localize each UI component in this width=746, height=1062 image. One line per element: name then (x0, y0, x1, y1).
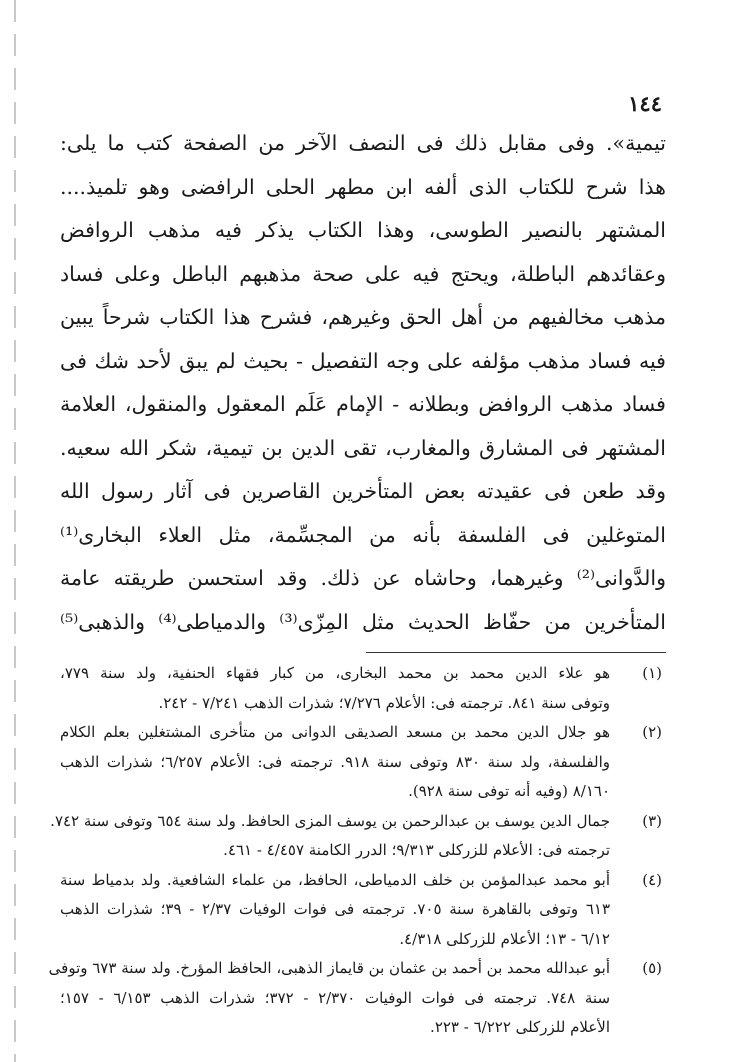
footnote-line: ٦/١٢ - ١٣؛ الأعلام للزركلى ٤/٣١٨. (399, 929, 610, 948)
body-line: المتوغلين فى الفلسفة بأنه من المجسِّمة، مثل العلاء البخارى⁽¹⁾ (60, 522, 666, 547)
footnote-4 (60, 866, 666, 955)
footnote-5 (48, 954, 666, 1043)
body-line: مذهب مخالفيهم من أهل الحق وغيرهم، فشرح هذا الكتاب شرحاً يبين (60, 305, 666, 329)
scan-binding-edge (14, 0, 16, 1062)
footnote-line: والفلسفة، ولد سنة ٨٣٠ وتوفى سنة ٩١٨. ترجمته فى: الأعلام ٦/٢٥٧؛ شذرات الذهب (60, 752, 611, 771)
footnote-number: (٢) (642, 723, 662, 741)
footnote-line: هو علاء الدين محمد بن محمد البخارى، من كبار فقهاء الحنفية، ولد سنة ٧٧٩، (60, 664, 610, 682)
body-text (60, 122, 666, 644)
footnote-number: (٣) (642, 811, 662, 830)
body-line: فساد مذهب الروافض وبطلانه - الإمام عَلَم المعقول والمنقول، العلامة (60, 392, 666, 416)
footnote-line: جمال الدين يوسف بن عبدالرحمن بن يوسف المزى الحافظ. ولد سنة ٦٥٤ وتوفى سنة ٧٤٢. (50, 811, 610, 830)
body-line: وقد طعن فى عقيدته بعض المتأخرين القاصرين فى آثار رسول الله (60, 479, 666, 503)
footnote-line: أبو عبدالله محمد بن أحمد بن عثمان بن قايماز الذهبى، الحافظ المؤرخ. ولد سنة ٦٧٣ وتوفى (48, 959, 610, 977)
footnote-number: (١) (642, 664, 662, 682)
footnote-3 (50, 807, 666, 866)
body-line: هذا شرح للكتاب الذى ألفه ابن مطهر الحلى الرافضى وهو تلميذ.... (60, 174, 666, 199)
footnote-line: وتوفى سنة ٨٤١. ترجمته فى: الأعلام ٧/٢٧٦؛ شذرات الذهب ٧/٢٤١ - ٢٤٢. (158, 693, 610, 712)
page-number: ١٤٤ (628, 91, 662, 116)
footnote-separator (366, 652, 666, 653)
body-line: تيمية». وفى مقابل ذلك فى النصف الآخر من الصفحة كتب ما يلى: (60, 131, 666, 155)
footnote-line: الأعلام للزركلى ٦/٢٢٢ - ٢٢٣. (430, 1018, 610, 1036)
footnote-line: ٨/١٦٠ (وفيه أنه توفى سنة ٩٢٨). (408, 782, 610, 800)
footnote-line: سنة ٧٤٨. ترجمته فى فوات الوفيات ٢/٣٧٠ - ٣٧٢؛ شذرات الذهب ٦/١٥٣ - ١٥٧؛ (60, 988, 611, 1007)
footnote-number: (٤) (642, 870, 662, 889)
footnote-1 (60, 659, 666, 718)
body-line: المشتهر بالنصير الطوسى، وهذا الكتاب يذكر فيه مذهب الروافض (60, 218, 666, 242)
footnote-line: ترجمته فى: الأعلام للزركلى ٩/٣١٣؛ الدرر الكامنة ٤/٤٥٧ - ٤٦١. (223, 841, 610, 859)
footnote-line: ٦١٣ وتوفى بالقاهرة سنة ٧٠٥. ترجمته فى فوات الوفيات ٢/٣٧ - ٣٩؛ شذرات الذهب (60, 900, 611, 918)
footnote-2 (60, 718, 666, 807)
footnotes (48, 659, 666, 1043)
footnote-line: هو جلال الدين محمد بن مسعد الصديقى الدوانى من متأخرى المشتغلين بعلم الكلام (60, 723, 610, 741)
footnote-line: أبو محمد عبدالمؤمن بن خلف الدمياطى، الحافظ، من علماء الشافعية. ولد بدمياط سنة (60, 870, 610, 889)
body-line: المتأخرين من حفّاظ الحديث مثل المِزّى⁽³⁾ والدمياطى⁽⁴⁾ والذهبى⁽⁵⁾ (60, 609, 666, 634)
body-line: فيه فساد مذهب مؤلفه على وجه التفصيل - بحيث لم يبق لأحد شك فى (60, 348, 666, 373)
body-line: المشتهر فى المشارق والمغارب، تقى الدين بن تيمية، شكر الله سعيه. (60, 435, 666, 460)
body-line: وعقائدهم الباطلة، ويحتج فيه على صحة مذهبهم الباطل وعلى فساد (60, 261, 666, 286)
book-page (48, 86, 666, 1043)
body-line: والدَّوانى⁽²⁾ وغيرهما، وحاشاه عن ذلك. وقد استحسن طريقته عامة (60, 566, 666, 590)
footnote-number: (٥) (642, 959, 662, 977)
